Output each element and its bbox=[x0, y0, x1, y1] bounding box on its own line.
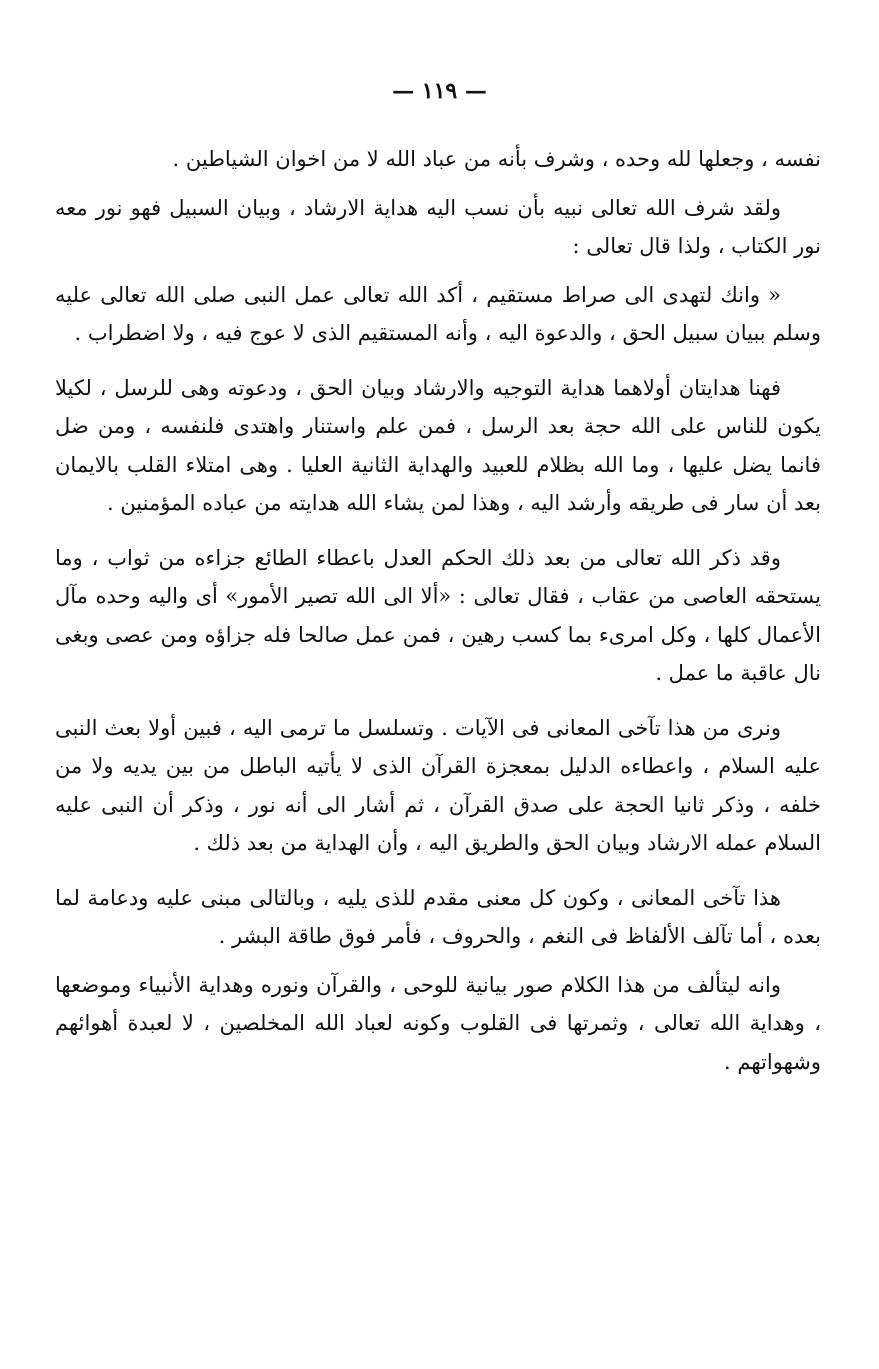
paragraph-6: ونرى من هذا تآخى المعانى فى الآيات . وتسلسل ما ترمى اليه ، فبين أولا بعث النبى عليه السلام ، واعطاءه الدليل بمعجزة القرآن الذى لا يأتيه الباطل من بين يديه ولا من خلفه ، وذكر ثانيا الحجة على صدق القرآن ، ثم أشار الى أنه نور ، وذكر أن النبى عليه السلام عمله الارشاد وبيان الحق والطريق اليه ، وأن الهداية من بعد ذلك . bbox=[55, 715, 821, 855]
body-text bbox=[55, 140, 821, 1091]
paragraph-5: وقد ذكر الله تعالى من بعد ذلك الحكم العدل باعطاء الطائع جزاءه من ثواب ، وما يستحقه العاصى من عقاب ، فقال تعالى : «ألا الى الله تصير الأمور» أى واليه وحده مآل الأعمال كلها ، وكل امرىء بما كسب رهين ، فمن عمل صالحا فله جزاؤه ومن عصى وبغى نال عاقبة ما عمل . bbox=[55, 545, 821, 685]
paragraph-3-quran-quote: « وانك لتهدى الى صراط مستقيم ، أكد الله تعالى عمل النبى صلى الله تعالى عليه وسلم ببيان سبيل الحق ، والدعوة اليه ، وأنه المستقيم الذى لا عوج فيه ، ولا اضطراب . bbox=[55, 282, 821, 345]
paragraph-1: نفسه ، وجعلها لله وحده ، وشرف بأنه من عباد الله لا من اخوان الشياطين . bbox=[172, 147, 821, 171]
paragraph-2: ولقد شرف الله تعالى نبيه بأن نسب اليه هداية الارشاد ، وبيان السبيل فهو نور معه نور الكتاب ، ولذا قال تعالى : bbox=[55, 195, 821, 258]
paragraph-7: هذا تآخى المعانى ، وكون كل معنى مقدم للذى يليه ، وبالتالى مبنى عليه ودعامة لما بعده ، أما تآلف الألفاظ فى النغم ، والحروف ، فأمر فوق طاقة البشر . bbox=[55, 885, 821, 948]
paragraph-8: وانه ليتألف من هذا الكلام صور بيانية للوحى ، والقرآن ونوره وهداية الأنبياء وموضعها ، وهداية الله تعالى ، وثمرتها فى القلوب وكونه لعباد الله المخلصين ، لا لعبدة أهوائهم وشهواتهم . bbox=[55, 972, 821, 1074]
page-number: — ١١٩ — bbox=[392, 78, 487, 104]
paragraph-4: فهنا هدايتان أولاهما هداية التوجيه والارشاد وبيان الحق ، ودعوته وهى للرسل ، لكيلا يكون للناس على الله حجة بعد الرسل ، فمن علم واستنار واهتدى فلنفسه ، ومن ضل فانما يضل عليها ، وما الله بظلام للعبيد والهداية الثانية العليا . وهى امتلاء القلب بالايمان بعد أن سار فى طريقه وأرشد اليه ، وهذا لمن يشاء الله هدايته من عباده المؤمنين . bbox=[55, 375, 821, 515]
